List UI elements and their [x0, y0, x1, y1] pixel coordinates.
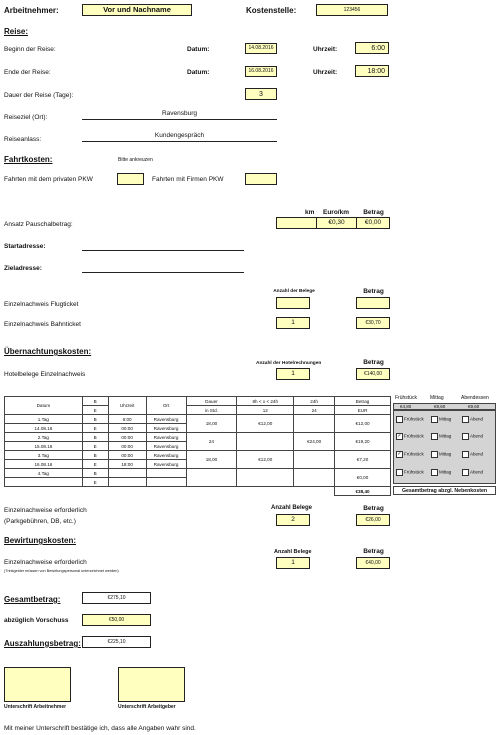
- time-cell[interactable]: [108, 478, 146, 487]
- breakfast-label: Frühstück: [404, 451, 424, 457]
- table-row-date[interactable]: 4.Tag: [5, 469, 83, 478]
- h8-cell: €12,00: [237, 451, 294, 469]
- dinner-checkbox[interactable]: [462, 433, 469, 440]
- dinner-checkbox[interactable]: [462, 469, 469, 476]
- destination-label: Reiseziel (Ort):: [4, 114, 48, 121]
- confirmation-text: Mit meiner Unterschrift bestätige ich, dass alle Angaben wahr sind.: [4, 725, 196, 732]
- h8-cell: [237, 433, 294, 451]
- advance-field[interactable]: €50,00: [82, 614, 151, 626]
- extras-label-2: (Parkgebühren, DB, etc.): [4, 518, 76, 525]
- advance-label: abzüglich Vorschuss: [4, 617, 69, 624]
- table-row-date[interactable]: [5, 478, 83, 487]
- end-time-label: Uhrzeit:: [313, 69, 338, 76]
- per-diem-total: €38,40: [335, 487, 391, 496]
- be-cell: B: [82, 451, 108, 460]
- h8-rate: 12: [237, 406, 294, 415]
- dinner-checkbox[interactable]: [462, 451, 469, 458]
- start-address-field[interactable]: [82, 250, 244, 251]
- train-amount-field[interactable]: €30,70: [356, 317, 390, 329]
- extras-amount-header: Betrag: [363, 505, 384, 512]
- flat-amount-header: Betrag: [363, 209, 384, 216]
- time-cell[interactable]: 00:00: [108, 442, 146, 451]
- flat-amount-field[interactable]: €0,00: [356, 217, 390, 229]
- lunch-label: Mittag: [439, 433, 452, 439]
- time-cell[interactable]: 18:00: [108, 460, 146, 469]
- end-date-label: Datum:: [187, 69, 210, 76]
- breakfast-rate: €4,80: [400, 404, 412, 409]
- start-address-label: Startadresse:: [4, 243, 46, 250]
- h24-cell: [294, 451, 335, 469]
- table-row-date[interactable]: 14.08.16: [5, 424, 83, 433]
- extras-count-header: Anzahl Belege: [271, 505, 313, 511]
- eur-header: EUR: [335, 406, 391, 415]
- breakfast-label: Frühstück: [404, 433, 424, 439]
- place-cell[interactable]: [146, 469, 186, 478]
- total-field: €275,10: [82, 592, 151, 604]
- amount-cell: €0,00: [335, 469, 391, 487]
- per-diem-table: [4, 396, 391, 496]
- h24-header: 24h: [294, 397, 335, 406]
- hotel-amount-field[interactable]: €140,00: [356, 368, 390, 380]
- employer-signature-label: Unterschrift Arbeitgeber: [118, 704, 176, 710]
- lunch-label: Mittag: [439, 469, 452, 475]
- h8-cell: €12,00: [237, 415, 294, 433]
- place-cell[interactable]: Ravensburg: [146, 433, 186, 442]
- start-date-label: Datum:: [187, 46, 210, 53]
- be-cell: E: [82, 478, 108, 487]
- place-cell[interactable]: Ravensburg: [146, 451, 186, 460]
- lunch-checkbox[interactable]: [431, 451, 438, 458]
- dinner-label: Abend: [470, 451, 484, 457]
- travel-heading: Fahrtkosten:: [4, 155, 53, 164]
- company-car-checkbox[interactable]: [245, 173, 277, 185]
- breakfast-header: Frühstück: [395, 395, 417, 401]
- hospitality-amount-field[interactable]: €40,00: [356, 557, 390, 569]
- dinner-checkbox[interactable]: [462, 416, 469, 423]
- lunch-label: Mittag: [439, 451, 452, 457]
- dinner-header: Abendessen: [461, 395, 489, 401]
- private-car-checkbox[interactable]: [117, 173, 144, 185]
- time-header: Uhrzeit: [108, 397, 146, 415]
- start-date-field[interactable]: 14.08.2016: [245, 43, 277, 54]
- reason-label: Reiseanlass:: [4, 136, 42, 143]
- hotel-count-field[interactable]: 1: [276, 368, 310, 380]
- flat-rate-label: Ansatz Pauschalbetrag:: [4, 221, 73, 228]
- h24-cell: [294, 415, 335, 433]
- dinner-label: Abend: [470, 433, 484, 439]
- table-row-date[interactable]: 16.08.16: [5, 460, 83, 469]
- end-time-field[interactable]: 18:00: [355, 65, 389, 77]
- table-row-date[interactable]: 1.Tag: [5, 415, 83, 424]
- breakfast-label: Frühstück: [404, 469, 424, 475]
- place-cell[interactable]: Ravensburg: [146, 415, 186, 424]
- table-row-date[interactable]: 2.Tag: [5, 433, 83, 442]
- per-diem-total-label: Gesamtbetrag abzgl. Nebenkosten: [393, 486, 496, 495]
- dinner-rate: €9,60: [468, 404, 480, 409]
- extras-count-field[interactable]: 2: [276, 514, 310, 526]
- private-car-label: Fahrten mit dem privaten PKW: [4, 176, 93, 183]
- end-date-field[interactable]: 16.08.2016: [245, 66, 277, 77]
- be-cell: E: [82, 442, 108, 451]
- table-row-date[interactable]: 3.Tag: [5, 451, 83, 460]
- flight-amount-field[interactable]: [356, 297, 390, 309]
- lunch-rate: €9,60: [434, 404, 446, 409]
- total-spacer: [5, 487, 335, 496]
- duration-cell: 18,00: [186, 451, 237, 469]
- amount-cell: €12,00: [335, 415, 391, 433]
- rate-header: Euro/km: [322, 209, 349, 216]
- flight-count-field[interactable]: [276, 297, 310, 309]
- breakfast-checkbox[interactable]: ✓: [397, 451, 402, 457]
- lunch-checkbox[interactable]: [431, 416, 438, 423]
- payout-field: €225,10: [82, 636, 151, 648]
- h24-rate: 24: [294, 406, 335, 415]
- trip-heading: Reise:: [4, 27, 29, 36]
- breakfast-checkbox[interactable]: ✓: [397, 433, 402, 439]
- breakfast-checkbox[interactable]: [396, 469, 403, 476]
- h8-cell: [237, 469, 294, 487]
- employee-signature-box[interactable]: [4, 667, 71, 702]
- dinner-label: Abend: [470, 416, 484, 422]
- h8-header: 8h < x < 24h: [237, 397, 294, 406]
- in-hours-header: in Std.: [186, 406, 237, 415]
- payout-label: Auszahlungsbetrag:: [4, 639, 81, 648]
- hospitality-count-header: Anzahl Belege: [274, 549, 312, 555]
- be-cell: B: [82, 415, 108, 424]
- hospitality-heading: Bewirtungskosten:: [4, 536, 77, 545]
- destination-field[interactable]: Ravensburg: [82, 109, 277, 120]
- train-label: Einzelnachweis Bahnticket: [4, 321, 81, 328]
- lunch-checkbox[interactable]: [431, 433, 438, 440]
- table-row-date[interactable]: 15.08.16: [5, 442, 83, 451]
- duration-field[interactable]: 3: [245, 88, 277, 100]
- lunch-label: Mittag: [439, 416, 452, 422]
- company-car-label: Fahrten mit Firmen PKW: [152, 176, 224, 183]
- be-cell: E: [82, 460, 108, 469]
- time-cell[interactable]: [108, 469, 146, 478]
- hospitality-amount-header: Betrag: [363, 548, 384, 555]
- total-label: Gesamtbetrag:: [4, 595, 61, 604]
- employee-signature-label: Unterschrift Arbeitnehmer: [4, 704, 67, 710]
- time-cell[interactable]: 00:00: [108, 424, 146, 433]
- breakfast-checkbox[interactable]: [396, 416, 403, 423]
- employee-label: Arbeitnehmer:: [4, 6, 59, 15]
- km-field[interactable]: [276, 217, 317, 229]
- time-cell[interactable]: 6:00: [108, 415, 146, 424]
- breakfast-label: Frühstück: [404, 416, 424, 422]
- start-time-label: Uhrzeit:: [313, 46, 338, 53]
- dest-address-field[interactable]: [82, 272, 244, 273]
- trip-start-label: Beginn der Reise:: [4, 46, 56, 53]
- flight-label: Einzelnachweis Flugticket: [4, 301, 79, 308]
- rate-field[interactable]: €0,30: [316, 217, 357, 229]
- employer-signature-box[interactable]: [118, 667, 185, 702]
- cost-center-field[interactable]: 123456: [316, 4, 388, 16]
- lodging-heading: Übernachtungskosten:: [4, 347, 92, 356]
- duration-header: Dauer: [186, 397, 237, 406]
- be-cell: B: [82, 433, 108, 442]
- h24-cell: [294, 469, 335, 487]
- meal-rate-row: [393, 403, 496, 410]
- lunch-header: Mittag: [430, 395, 444, 401]
- receipts-header: Anzahl der Belege: [273, 289, 315, 294]
- place-cell[interactable]: [146, 478, 186, 487]
- lunch-checkbox[interactable]: [431, 469, 438, 476]
- trip-end-label: Ende der Reise:: [4, 69, 51, 76]
- duration-cell: [186, 469, 237, 487]
- place-cell[interactable]: Ravensburg: [146, 442, 186, 451]
- dest-address-label: Zieladresse:: [4, 265, 42, 272]
- ticket-amount-header: Betrag: [363, 288, 384, 295]
- hotel-receipts-header: Anzahl der Hotelrechnungen: [256, 361, 322, 366]
- meal-checkbox-panel: [393, 410, 496, 484]
- time-cell[interactable]: 00:00: [108, 433, 146, 442]
- place-header: Ort: [146, 397, 186, 415]
- amount-header: Betrag: [335, 397, 391, 406]
- hospitality-count-field[interactable]: 1: [276, 557, 310, 569]
- be-cell: B: [82, 469, 108, 478]
- train-count-field[interactable]: 1: [276, 317, 310, 329]
- hotel-amount-header: Betrag: [363, 359, 384, 366]
- place-cell[interactable]: Ravensburg: [146, 460, 186, 469]
- travel-hint: Bitte ankreuzen: [118, 157, 153, 163]
- h24-cell: €24,00: [294, 433, 335, 451]
- duration-cell: 24: [186, 433, 237, 451]
- e-header: E: [82, 406, 108, 415]
- extras-amount-field[interactable]: €26,00: [356, 514, 390, 526]
- place-cell[interactable]: Ravensburg: [146, 424, 186, 433]
- employee-name-field[interactable]: Vor und Nachname: [82, 4, 192, 16]
- amount-cell: €7,20: [335, 451, 391, 469]
- be-header: B: [82, 397, 108, 406]
- hospitality-label: Einzelnachweise erforderlich: [4, 559, 87, 566]
- date-header: Datum: [5, 397, 83, 415]
- cost-center-label: Kostenstelle:: [246, 6, 297, 15]
- hotel-label: Hotelbelege Einzelnachweis: [4, 371, 86, 378]
- amount-cell: €19,20: [335, 433, 391, 451]
- time-cell[interactable]: 00:00: [108, 451, 146, 460]
- duration-label: Dauer der Reise (Tage):: [4, 92, 74, 99]
- hospitality-note: (Trinkgelder müssen von Bewirtungspersonal unterzeichnet werden): [4, 569, 119, 573]
- duration-cell: 18,00: [186, 415, 237, 433]
- start-time-field[interactable]: 6:00: [355, 42, 389, 54]
- extras-label-1: Einzelnachweise erforderlich: [4, 507, 87, 514]
- dinner-label: Abend: [470, 469, 484, 475]
- km-header: km: [305, 209, 315, 216]
- be-cell: E: [82, 424, 108, 433]
- reason-field[interactable]: Kundengespräch: [82, 131, 277, 142]
